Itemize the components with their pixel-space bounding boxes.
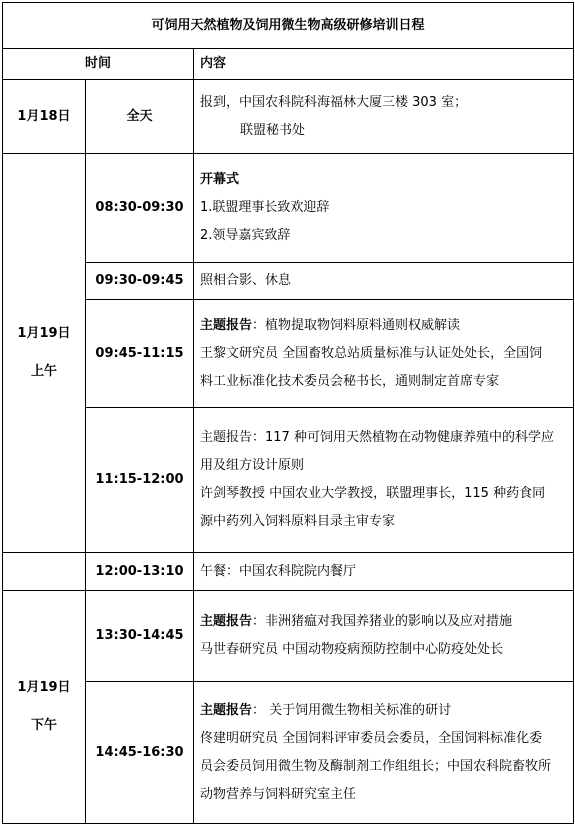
content-cell xyxy=(194,591,574,682)
time-cell: 08:30-09:30 xyxy=(86,154,194,263)
report-label: 主题报告 xyxy=(200,317,253,333)
content-cell xyxy=(194,553,574,591)
content-line: 主题报告：117 种可饲用天然植物在动物健康养殖中的科学应 xyxy=(200,430,554,445)
content-cell xyxy=(194,408,574,553)
content-line: 午餐：中国农科院院内餐厅 xyxy=(200,563,357,579)
table-row xyxy=(3,300,574,408)
content-cell xyxy=(194,263,574,300)
content-line: 许剑琴教授 中国农业大学教授，联盟理事长，115 种药食同 xyxy=(200,486,546,501)
date-label: 1月19日 xyxy=(17,326,71,342)
period-label: 下午 xyxy=(30,718,57,733)
content-line: 用及组方设计原则 xyxy=(200,458,305,473)
table-row xyxy=(3,553,574,591)
date-cell: 1月18日 xyxy=(3,80,86,154)
time-cell: 09:45-11:15 xyxy=(86,300,194,408)
table-row xyxy=(3,408,574,553)
title-row xyxy=(3,3,574,49)
report-topic: ： 关于饲用微生物相关标准的研讨 xyxy=(252,702,452,718)
content-line: 2.领导嘉宾致辞 xyxy=(200,228,291,243)
header-time: 时间 xyxy=(3,49,194,80)
content-heading: 开幕式 xyxy=(200,172,240,187)
table-row xyxy=(3,591,574,682)
content-line: 联盟秘书处 xyxy=(240,122,306,138)
time-cell: 14:45-16:30 xyxy=(86,682,194,824)
content-line: 王黎文研究员 全国畜牧总站质量标准与认证处处长，全国饲 xyxy=(200,345,543,361)
header-row xyxy=(3,49,574,80)
table-row xyxy=(3,154,574,263)
report-label: 主题报告 xyxy=(200,614,253,629)
content-cell xyxy=(194,80,574,154)
schedule-title: 可饲用天然植物及饲用微生物高级研修培训日程 xyxy=(3,3,574,49)
content-line: 照相合影、休息 xyxy=(200,273,292,288)
content-cell xyxy=(194,154,574,263)
date-cell xyxy=(3,154,86,553)
time-cell: 13:30-14:45 xyxy=(86,591,194,682)
table-row xyxy=(3,682,574,824)
time-cell: 12:00-13:10 xyxy=(86,553,194,591)
date-cell xyxy=(3,591,86,824)
time-cell: 09:30-09:45 xyxy=(86,263,194,300)
schedule-table xyxy=(2,2,574,824)
content-line: 1.联盟理事长致欢迎辞 xyxy=(200,200,330,215)
time-cell: 11:15-12:00 xyxy=(86,408,194,553)
content-line: 报到，中国农科院科海福林大厦三楼 303 室； xyxy=(200,94,468,110)
content-line: 马世春研究员 中国动物疫病预防控制中心防疫处处长 xyxy=(200,642,504,657)
content-line: 佟建明研究员 全国饲料评审委员会委员，全国饲料标准化委 xyxy=(200,730,543,746)
content-line: 动物营养与饲料研究室主任 xyxy=(200,786,357,802)
report-topic: ：非洲猪瘟对我国养猪业的影响以及应对措施 xyxy=(252,614,513,629)
period-label: 上午 xyxy=(30,364,57,379)
time-cell: 全天 xyxy=(86,80,194,154)
report-label: 主题报告 xyxy=(200,702,253,718)
header-content: 内容 xyxy=(194,49,574,80)
content-cell xyxy=(194,682,574,824)
date-cell-empty xyxy=(3,553,86,591)
content-cell xyxy=(194,300,574,408)
content-line: 料工业标准化技术委员会秘书长，通则制定首席专家 xyxy=(200,373,500,389)
table-row xyxy=(3,263,574,300)
report-topic: ：植物提取物饲料原料通则权威解读 xyxy=(252,317,461,333)
date-label: 1月19日 xyxy=(17,680,71,696)
content-line: 源中药列入饲料原料目录主审专家 xyxy=(200,514,396,529)
content-line: 员会委员饲用微生物及酶制剂工作组组长；中国农科院畜牧所 xyxy=(200,758,552,774)
table-row xyxy=(3,80,574,154)
